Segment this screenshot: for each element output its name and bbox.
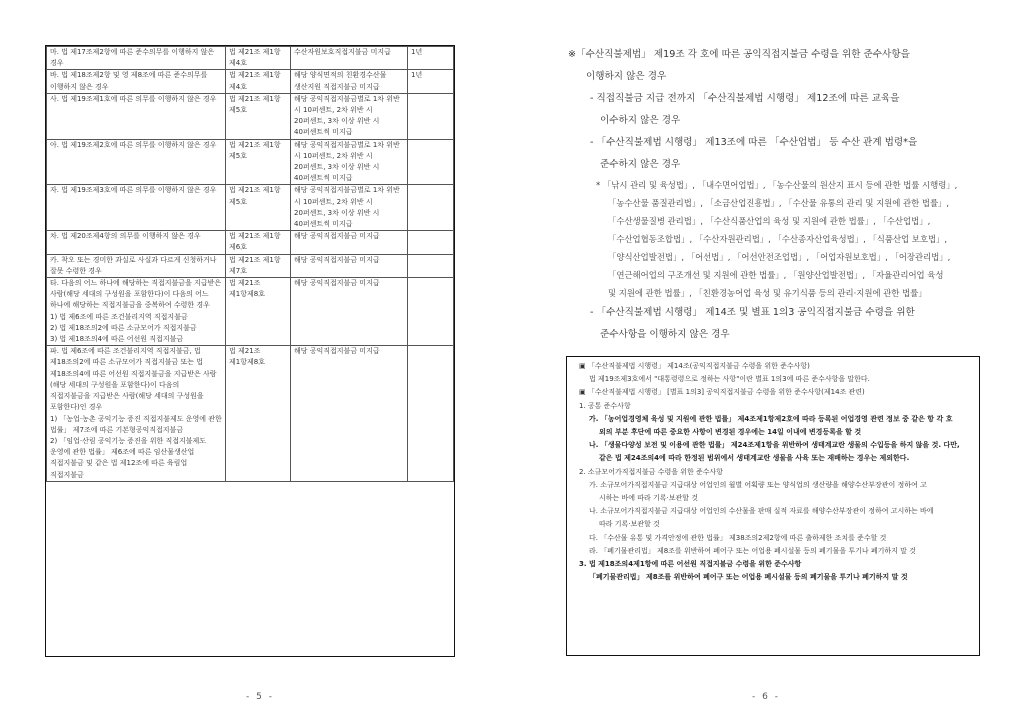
reference-line: 2. 소규모어가직접지불금 수령을 위한 준수사항 (579, 467, 724, 476)
period-cell (408, 185, 454, 231)
violation-cell: 카. 착오 또는 경미한 과실로 사실과 다르게 신청하거나 잘못 수령한 경우 (47, 254, 226, 277)
page-number-right: - 6 - (752, 692, 780, 702)
reference-line: ▣ 「수산직불제법 시행령」 [별표 1의3] 공익직접지불금 수령을 위한 준수사항(제14조 관련) (579, 388, 865, 397)
note-item-1: - 직접직불금 지급 전까지 「수산직불제법 시행령」 제12조에 따른 교육을 (590, 93, 900, 104)
period-cell (408, 254, 454, 277)
related-laws-list (568, 176, 988, 302)
note-item-2: - 「수산직불제법 시행령」 제13조에 따른 「수산업법」 등 수산 관계 법령*을 (590, 137, 918, 148)
penalty-cell: 해당 공익직접지불금 미지급 (291, 254, 408, 277)
violation-cell: 타. 다음의 어느 하나에 해당하는 직접지불금을 지급받은 사람(해당 세대의 구성원을 포함한다)이 다음의 어느 하나에 해당하는 직접지불금을 중복하여 수령한 경우 1) 법 제6조에 따른 조건불리지역 직접지불금 2) 법 제18조의2에 따른 소규모어가 직접지불금 3) 법 제18조의4에 따른 어선원 직접지불금 (47, 278, 226, 346)
notes-section (568, 44, 988, 346)
reference-line: 나. 소규모어가직접지불금 지급대상 어업인의 수산물을 판매 실적 자료를 해양수산부장관이 정하여 고시하는 바에 (589, 507, 934, 516)
legal-basis-cell: 법 제21조 제1항 제6호 (226, 231, 291, 254)
legal-basis-cell: 법 제21조 제1항 제5호 (226, 93, 291, 139)
table-row (47, 139, 454, 185)
law-line: 「수산업협동조합법」, 「수산자원관리법」, 「수산종자산업육성법」, 「식품산업 보호법」, (608, 234, 948, 244)
legal-basis-cell: 법 제21조 제1항 제4호 (226, 47, 291, 70)
law-line: 「수산생물질병 관리법」, 「수산식품산업의 육성 및 지원에 관한 법률」, 「수산업법」, (608, 216, 931, 226)
note-item-2-cont: 준수하지 않은 경우 (600, 159, 681, 170)
note-main-cont: 이행하지 않은 경우 (586, 71, 667, 82)
legal-basis-cell: 법 제21조 제1항제8호 (226, 278, 291, 346)
reference-line: 라. 「폐기물관리법」 제8조를 위반하여 폐어구 또는 어업용 폐시설물 등의 폐기물을 투기나 폐기하지 말 것 (589, 546, 916, 555)
period-cell (408, 139, 454, 185)
period-cell (408, 231, 454, 254)
period-cell (408, 346, 454, 481)
law-line: 및 지원에 관한 법률」, 「친환경농어업 육성 및 유기식품 등의 관리·지원에 관한 법률」 (608, 288, 927, 298)
penalty-cell: 수산자원보호직접지불금 미지급 (291, 47, 408, 70)
penalty-cell: 해당 공익직접지불금별로 1차 위반 시 10퍼센트, 2차 위반 시 20퍼센트, 3차 이상 위반 시 40퍼센트씩 미지급 (291, 139, 408, 185)
penalty-cell: 해당 공익직접지불금별로 1차 위반 시 10퍼센트, 2차 위반 시 20퍼센트, 3차 이상 위반 시 40퍼센트씩 미지급 (291, 93, 408, 139)
reference-line: 시하는 바에 따라 기록·보관할 것 (599, 494, 699, 503)
law-line: 「양식산업발전법」, 「어선법」, 「어선안전조업법」, 「어업자원보호법」, 「어장관리법」, (608, 252, 951, 262)
legal-basis-cell: 법 제21조 제1항 제4호 (226, 70, 291, 93)
note-item-3: - 「수산직불제법 시행령」 제14조 및 별표 1의3 공익직접지불금 수령을 위한 (590, 307, 915, 318)
legal-basis-cell: 법 제21조 제1항 제5호 (226, 139, 291, 185)
reference-line: 3. 법 제18조의4제1항에 따른 어선원 직접지불금 수령을 위한 준수사항 (579, 560, 802, 569)
reference-line: 같은 법 제24조의4에 따라 한정된 범위에서 생태계교란 생물을 사육 또는 재배하는 경우는 제외한다. (599, 454, 910, 463)
penalty-cell: 해당 공익직접지불금 미지급 (291, 278, 408, 346)
violation-cell: 자. 법 제19조제3호에 따른 의무를 이행하지 않은 경우 (47, 185, 226, 231)
reference-line: 나. 「생물다양성 보전 및 이용에 관한 법률」 제24조제1항을 위반하여 생태계교란 생물의 수입등을 하지 않을 것. 다만, (589, 441, 960, 450)
table-row (47, 70, 454, 93)
penalty-table (46, 46, 454, 482)
period-cell: 1년 (408, 70, 454, 93)
note-main: ※「수산직불제법」 제19조 각 호에 따른 공익직접지불금 수령을 위한 준수사항을 (568, 49, 910, 60)
reference-line: ▣ 「수산직불제법 시행령」 제14조(공익직접지불금 수령을 위한 준수사항) (579, 362, 810, 370)
reference-line: 법 제19조제3호에서 "대통령령으로 정하는 사항"이란 별표 1의3에 따른 준수사항을 말한다. (589, 375, 870, 384)
reference-line: 가. 소규모어가직접지불금 지급대상 어업인의 월별 어획량 또는 양식업의 생산량을 해양수산부장관이 정하여 고 (589, 480, 927, 489)
reference-line: 가. 「농어업경영체 육성 및 지원에 관한 법률」 제4조제1항제2호에 따라 등록된 어업경영 관련 정보 중 같은 항 각 호 (589, 414, 953, 423)
table-row (47, 346, 454, 481)
legal-basis-cell: 법 제21조 제1항제8호 (226, 346, 291, 481)
penalty-cell: 해당 공익직접지불금 미지급 (291, 346, 408, 481)
reference-line: 따라 기록·보관할 것 (599, 520, 660, 529)
period-cell (408, 278, 454, 346)
legal-basis-cell: 법 제21조 제1항 제7호 (226, 254, 291, 277)
violation-cell: 아. 법 제19조제2호에 따른 의무를 이행하지 않은 경우 (47, 139, 226, 185)
table-row (47, 47, 454, 70)
reference-line: 「폐기물관리법」 제8조를 위반하여 폐어구 또는 어업용 폐시설물 등의 폐기물을 투기나 폐기하지 말 것 (589, 573, 908, 582)
law-line: 「농수산물 품질관리법」, 「소금산업진흥법」, 「수산물 유통의 관리 및 지원에 관한 법률」, (608, 198, 950, 208)
reference-line: 다. 「수산물 유통 및 가격안정에 관한 법률」 제38조의2제2항에 따른 출하제한 조치를 준수할 것 (589, 533, 887, 542)
penalty-cell: 해당 양식면적의 친환경수산물 생산지원 직접지불금 미지급 (291, 70, 408, 93)
table-row (47, 231, 454, 254)
table-row (47, 254, 454, 277)
reference-line: 1. 공통 준수사항 (579, 401, 631, 410)
penalty-cell: 해당 공익직접지불금별로 1차 위반 시 10퍼센트, 2차 위반 시 20퍼센트, 3차 이상 위반 시 40퍼센트씩 미지급 (291, 185, 408, 231)
page-number-left: - 5 - (246, 692, 274, 702)
reference-box (566, 356, 980, 656)
penalty-cell: 해당 공익직접지불금 미지급 (291, 231, 408, 254)
penalty-table-frame (45, 45, 455, 657)
violation-cell: 마. 법 제17조제2항에 따른 준수의무를 이행하지 않은 경우 (47, 47, 226, 70)
legal-basis-cell: 법 제21조 제1항 제5호 (226, 185, 291, 231)
reference-line: 외의 부분 후단에 따른 중요한 사항이 변경된 경우에는 14일 이내에 변경등록을 할 것 (599, 428, 862, 437)
violation-cell: 파. 법 제6조에 따른 조건불리지역 직접지불금, 법 제18조의2에 따른 소규모어가 직접지불금 또는 법 제18조의4에 따른 어선원 직접지불금을 지급받은 사람(해당 세대의 구성원을 포함한다)이 다음의 직접지불금을 지급받은 사람(해당 세대의 구성원을 포함한다)인 경우 1) 「농업·농촌 공익기능 증진 직접지불제도 운영에 관한 법률」 제7조에 따른 기본형공익직접지불금 2) 「임업·산림 공익기능 증진을 위한 직접지불제도 운영에 관한 법률」 제6조에 따른 임산물생산업 직접지불금 및 같은 법 제12조에 따른 육림업 직접지불금 (47, 346, 226, 481)
table-row (47, 185, 454, 231)
violation-cell: 사. 법 제19조제1호에 따른 의무를 이행하지 않은 경우 (47, 93, 226, 139)
table-row (47, 278, 454, 346)
violation-cell: 바. 법 제18조제2항 및 영 제8조에 따른 준수의무를 이행하지 않은 경우 (47, 70, 226, 93)
period-cell: 1년 (408, 47, 454, 70)
period-cell (408, 93, 454, 139)
table-row (47, 93, 454, 139)
violation-cell: 차. 법 제20조제4항의 의무를 이행하지 않은 경우 (47, 231, 226, 254)
note-item-1-cont: 이수하지 않은 경우 (600, 115, 681, 126)
law-line: * 「낚시 관리 및 육성법」, 「내수면어업법」, 「농수산물의 원산지 표시 등에 관한 법률 시행령」, (596, 180, 958, 190)
note-item-3-cont: 준수사항을 이행하지 않은 경우 (600, 329, 730, 340)
law-line: 「연근해어업의 구조개선 및 지원에 관한 법률」, 「원양산업발전법」, 「자율관리어업 육성 (608, 270, 944, 280)
